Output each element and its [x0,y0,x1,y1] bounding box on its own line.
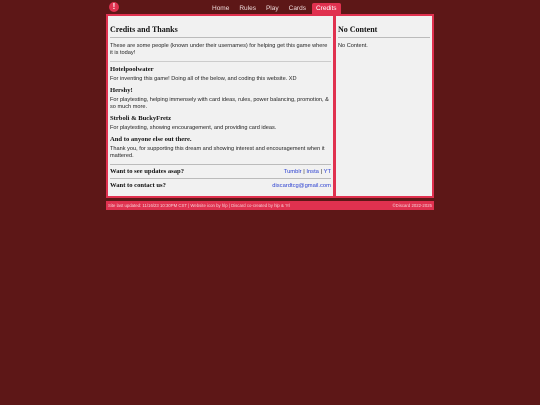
nav-credits[interactable]: Credits [312,3,341,14]
intro-text: These are some people (known under their usernames) for helping get this game where it is today! [110,43,328,56]
credit-desc: Thank you, for supporting this dream and showing interest and encouragement when it mattered. [110,146,325,159]
page-title: Credits and Thanks [110,19,331,38]
nav-rules[interactable]: Rules [239,5,256,12]
credit-name: Strboli & BuckyFretz [110,115,172,122]
footer-left-text: Site last updated: 11/16/23 10:30PM CST | Website icon by hlp | Discard co-created by hlp & ?rl [108,203,290,208]
credit-name: And to anyone else out there. [110,136,192,143]
footer-bar [106,201,434,210]
credit-desc: For playtesting, showing encouragement, and providing card ideas. [110,125,277,131]
nav-play[interactable]: Play [265,5,279,12]
side-title: No Content [338,19,430,38]
email-link[interactable]: discardtcg@gmail.com [272,182,331,189]
credits-panel [108,16,333,196]
nav-cards[interactable]: Cards [288,5,306,12]
updates-label: Want to see updates asap? [110,168,185,175]
discard-logo-icon[interactable]: ! [109,2,119,12]
social-links [284,169,331,175]
side-panel [336,16,432,196]
contact-row [110,178,331,192]
link-separator: | [303,168,305,175]
updates-row [110,164,331,178]
tumblr-link[interactable]: Tumblr [283,168,302,175]
nav-home[interactable]: Home [212,5,230,12]
credit-desc: For inventing this game! Doing all of the below, and coding this website. XD [110,76,297,82]
link-separator: | [320,168,323,175]
credit-desc: For playtesting, helping immensely with card ideas, rules, power balancing, promotion, & so much more. [110,97,329,110]
credit-name: Hotelpoolwater [110,61,331,73]
top-nav [208,3,343,14]
contact-label: Want to contact us? [110,182,166,189]
yt-link[interactable]: YT [323,168,331,175]
side-text: No Content. [338,43,368,49]
footer-copyright: ©Discard 2022-2025 [392,203,432,208]
insta-link[interactable]: Insta [306,168,319,175]
credit-name: Hershy! [110,87,133,94]
